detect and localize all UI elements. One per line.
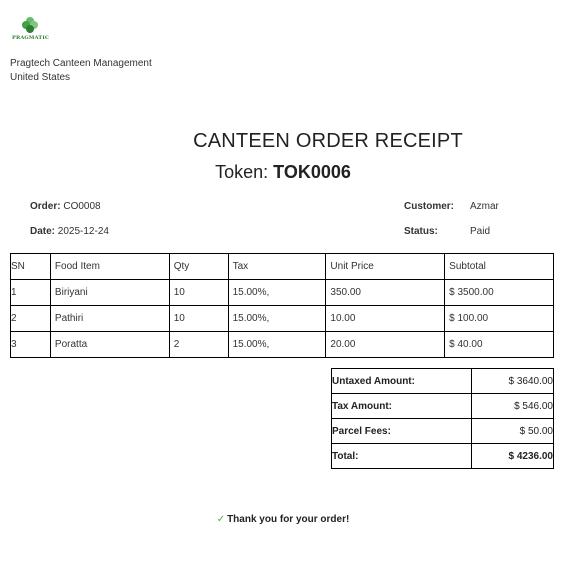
cell-qty: 10 <box>169 280 228 306</box>
tax-row <box>332 394 554 419</box>
cell-sn: 2 <box>11 306 51 332</box>
token-line <box>0 162 566 183</box>
header-food-item: Food Item <box>50 254 169 280</box>
header-tax: Tax <box>228 254 326 280</box>
untaxed-label: Untaxed Amount: <box>332 369 472 394</box>
status-field <box>404 226 490 237</box>
date-value: 2025-12-24 <box>57 226 109 237</box>
cell-unit-price: 10.00 <box>326 306 445 332</box>
table-row <box>11 280 554 306</box>
customer-field <box>404 201 499 212</box>
thank-you-text: Thank you for your order! <box>227 514 350 525</box>
customer-label: Customer: <box>404 201 455 212</box>
thank-you-message <box>0 514 566 525</box>
cell-subtotal: $ 3500.00 <box>445 280 554 306</box>
cell-unit-price: 350.00 <box>326 280 445 306</box>
header-qty: Qty <box>169 254 228 280</box>
items-table <box>10 253 554 358</box>
order-field <box>30 201 101 212</box>
table-row <box>11 332 554 358</box>
header-subtotal: Subtotal <box>445 254 554 280</box>
cell-qty: 10 <box>169 306 228 332</box>
parcel-row <box>332 419 554 444</box>
cell-subtotal: $ 40.00 <box>445 332 554 358</box>
cell-sn: 1 <box>11 280 51 306</box>
order-value: CO0008 <box>63 201 101 212</box>
token-value: TOK0006 <box>273 162 351 182</box>
logo-brand-text: PRAGMATIC <box>12 35 50 41</box>
cell-qty: 2 <box>169 332 228 358</box>
status-label: Status: <box>404 226 438 237</box>
company-country: United States <box>10 72 71 83</box>
check-icon: ✓ <box>216 514 226 525</box>
cell-tax: 15.00%, <box>228 280 326 306</box>
table-header-row <box>11 254 554 280</box>
cell-food-item: Poratta <box>50 332 169 358</box>
total-label: Total: <box>332 444 472 469</box>
status-value: Paid <box>470 226 491 237</box>
untaxed-value: $ 3640.00 <box>472 369 554 394</box>
date-label: Date: <box>30 226 56 237</box>
cell-unit-price: 20.00 <box>326 332 445 358</box>
tax-value: $ 546.00 <box>472 394 554 419</box>
cell-sn: 3 <box>11 332 51 358</box>
untaxed-row <box>332 369 554 394</box>
receipt-title: CANTEEN ORDER RECEIPT <box>193 130 463 152</box>
tax-label: Tax Amount: <box>332 394 472 419</box>
customer-value: Azmar <box>470 201 499 212</box>
company-name: Pragtech Canteen Management <box>10 58 152 69</box>
header-sn: SN <box>11 254 51 280</box>
token-label: Token: <box>215 162 269 182</box>
parcel-value: $ 50.00 <box>472 419 554 444</box>
cell-subtotal: $ 100.00 <box>445 306 554 332</box>
cell-tax: 15.00%, <box>228 306 326 332</box>
header-unit-price: Unit Price <box>326 254 445 280</box>
total-value: $ 4236.00 <box>472 444 554 469</box>
cell-food-item: Pathiri <box>50 306 169 332</box>
total-row <box>332 444 554 469</box>
parcel-label: Parcel Fees: <box>332 419 472 444</box>
table-row <box>11 306 554 332</box>
totals-table <box>331 368 554 469</box>
company-logo <box>10 16 52 44</box>
company-address <box>10 57 152 85</box>
order-label: Order: <box>30 201 61 212</box>
date-field <box>30 226 109 237</box>
cell-tax: 15.00%, <box>228 332 326 358</box>
logo-icon <box>21 16 39 34</box>
cell-food-item: Biriyani <box>50 280 169 306</box>
